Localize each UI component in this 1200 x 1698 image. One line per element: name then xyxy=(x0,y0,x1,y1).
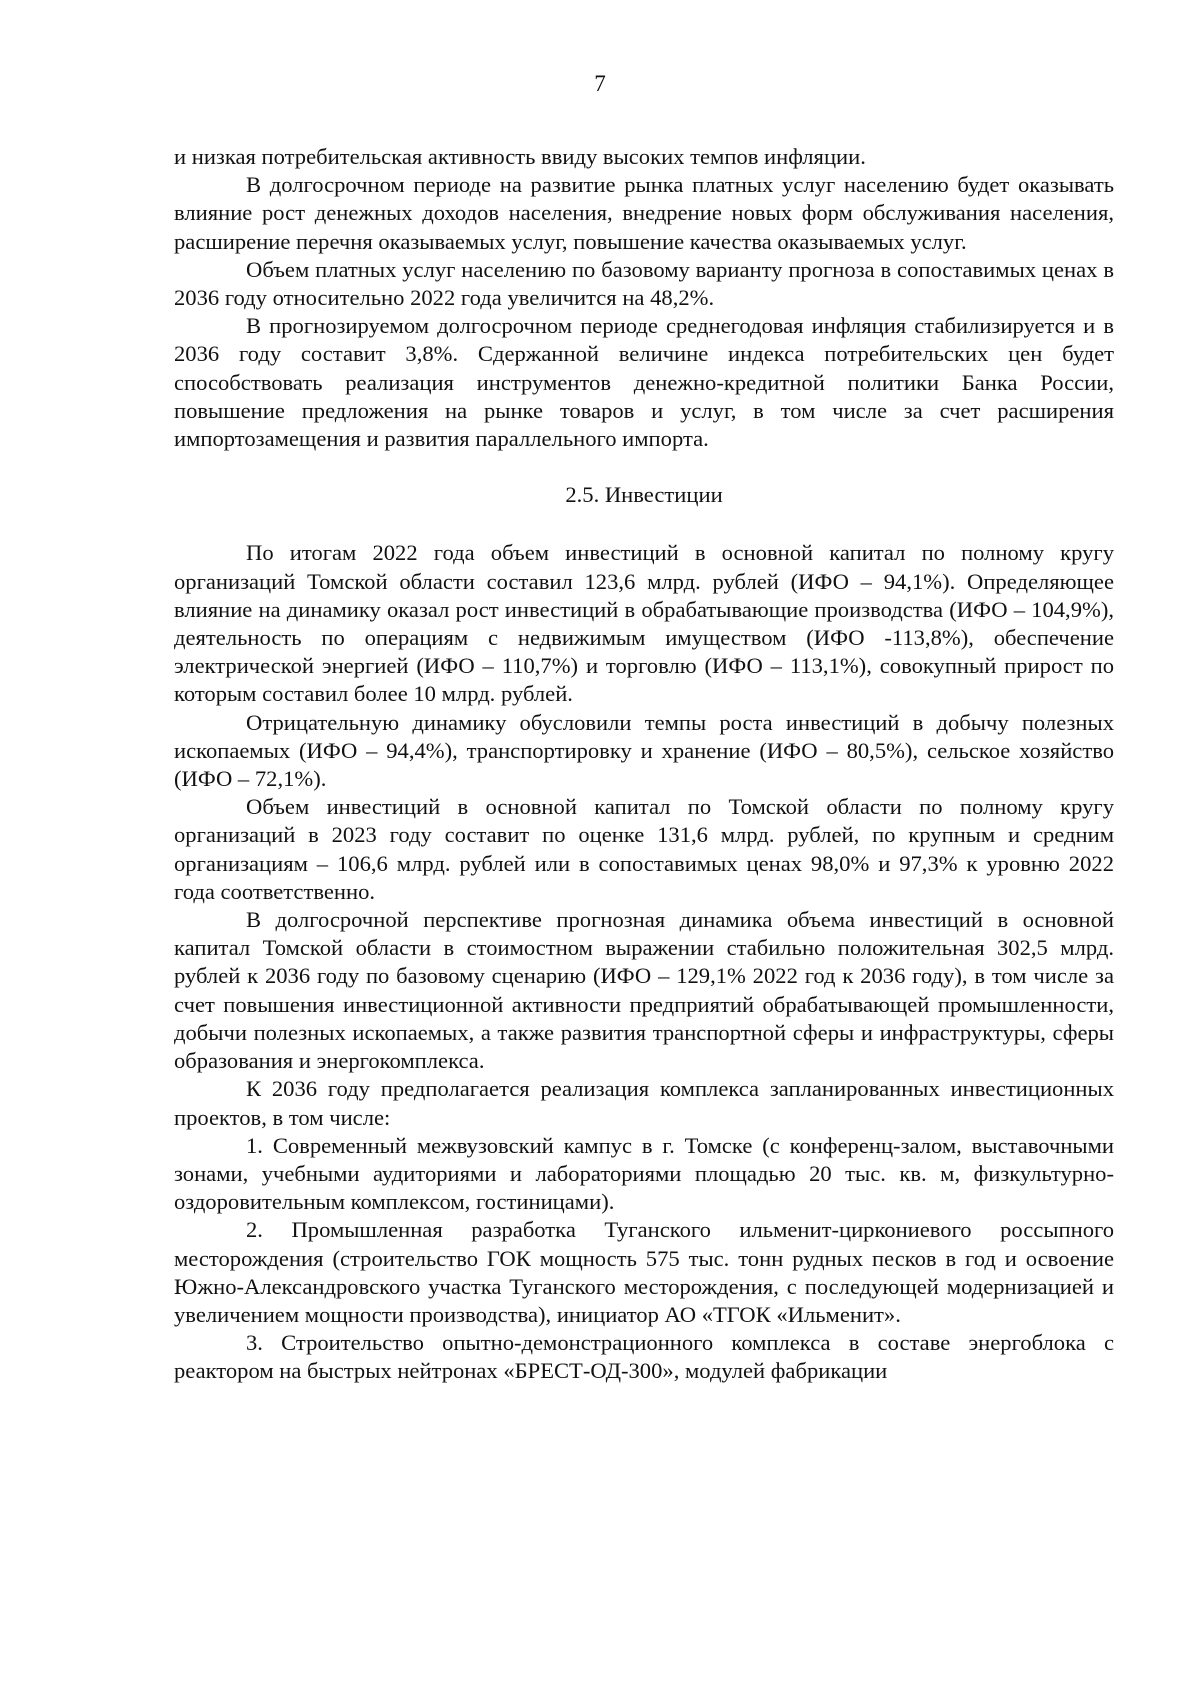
paragraph: По итогам 2022 года объем инвестиций в основной капитал по полному кругу организаций Томской области составил 123,6 млрд. рублей (ИФО – 94,1%). Определяющее влияние на динамику оказал рост инвестиций в обрабатывающие производства (ИФО – 104,9%), деятельность по операциям с недвижимым имуществом (ИФО -113,8%), обеспечение электрической энергией (ИФО – 110,7%) и торговлю (ИФО – 113,1%), совокупный прирост по которым составил более 10 млрд. рублей. xyxy=(174,540,1114,707)
paragraph: и низкая потребительская активность ввиду высоких темпов инфляции. xyxy=(174,144,866,169)
list-item: 2. Промышленная разработка Туганского ильменит-циркониевого россыпного месторождения (строительство ГОК мощность 575 тыс. тонн рудных песков в год и освоение Южно-Александровского участка Туганского месторождения, с последующей модернизацией и увеличением мощности производства), инициатор АО «ТГОК «Ильменит». xyxy=(174,1217,1114,1327)
paragraph: Объем инвестиций в основной капитал по Томской области по полному кругу организаций в 2023 году составит по оценке 131,6 млрд. рублей, по крупным и средним организациям – 106,6 млрд. рублей или в сопоставимых ценах 98,0% и 97,3% к уровню 2022 года соответственно. xyxy=(174,794,1114,904)
paragraph: Отрицательную динамику обусловили темпы роста инвестиций в добычу полезных ископаемых (ИФО – 94,4%), транспортировку и хранение (ИФО – 80,5%), сельское хозяйство (ИФО – 72,1%). xyxy=(174,709,1114,792)
document-body xyxy=(174,143,1114,1386)
section-heading: 2.5. Инвестиции xyxy=(565,482,723,508)
paragraph: К 2036 году предполагается реализация комплекса запланированных инвестиционных проектов, в том числе: xyxy=(174,1076,1114,1130)
paragraph: В прогнозируемом долгосрочном периоде среднегодовая инфляция стабилизируется и в 2036 году составит 3,8%. Сдержанной величине индекса потребительских цен будет способствовать реализация инструментов денежно-кредитной политики Банка России, повышение предложения на рынке товаров и услуг, в том числе за счет расширения импортозамещения и развития параллельного импорта. xyxy=(174,313,1114,452)
list-item: 3. Строительство опытно-демонстрационного комплекса в составе энергоблока с реактором на быстрых нейтронах «БРЕСТ-ОД-300», модулей фабрикации xyxy=(174,1330,1114,1384)
paragraph: В долгосрочной перспективе прогнозная динамика объема инвестиций в основной капитал Томской области в стоимостном выражении стабильно положительная 302,5 млрд. рублей к 2036 году по базовому сценарию (ИФО – 129,1% 2022 год к 2036 году), в том числе за счет повышения инвестиционной активности предприятий обрабатывающей промышленности, добычи полезных ископаемых, а также развития транспортной сферы и инфраструктуры, сферы образования и энергокомплекса. xyxy=(174,907,1114,1074)
paragraph: В долгосрочном периоде на развитие рынка платных услуг населению будет оказывать влияние рост денежных доходов населения, внедрение новых форм обслуживания населения, расширение перечня оказываемых услуг, повышение качества оказываемых услуг. xyxy=(174,172,1114,254)
list-item: 1. Современный межвузовский кампус в г. Томске (с конференц-залом, выставочными зонами, учебными аудиториями и лабораториями площадью 20 тыс. кв. м, физкультурно-оздоровительным комплексом, гостиницами). xyxy=(174,1132,1114,1215)
paragraph: Объем платных услуг населению по базовому варианту прогноза в сопоставимых ценах в 2036 году относительно 2022 года увеличится на 48,2%. xyxy=(174,256,1114,311)
page-number: 7 xyxy=(594,71,606,96)
